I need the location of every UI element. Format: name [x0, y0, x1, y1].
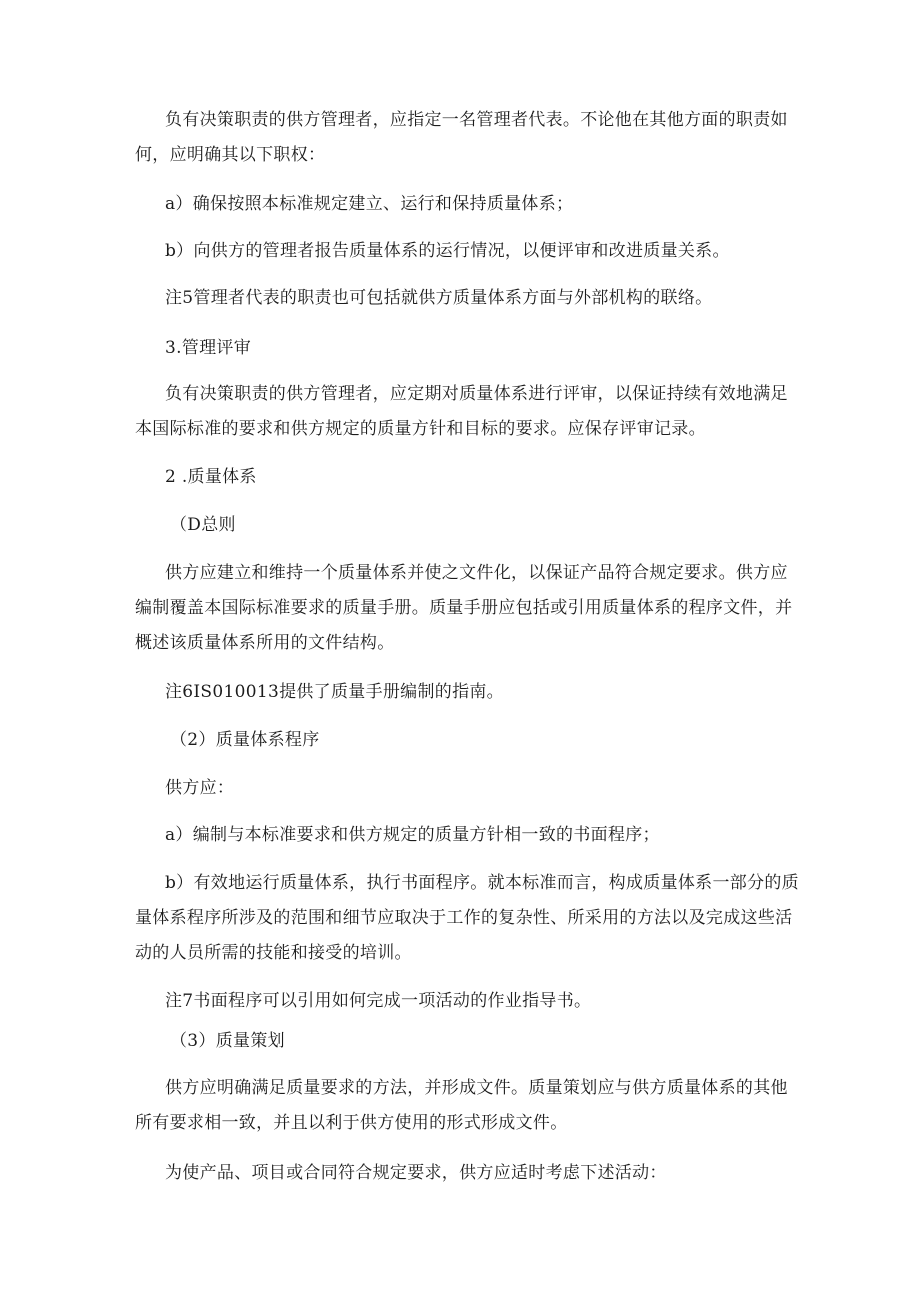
text-line: 负有决策职责的供方管理者，应定期对质量体系进行评审，以保证持续有效地满足 [165, 384, 788, 404]
subsection-heading-procedures: （2）质量体系程序 [170, 730, 320, 750]
paragraph-procedures-item-a: a）编制与本标准要求和供方规定的质量方针相一致的书面程序； [165, 825, 660, 845]
text-line: 供方应明确满足质量要求的方法，并形成文件。质量策划应与供方质量体系的其他 [165, 1078, 788, 1098]
paragraph-supplier-shall: 供方应： [165, 778, 235, 798]
note-7: 注7书面程序可以引用如何完成一项活动的作业指导书。 [165, 991, 592, 1011]
text-line: b）有效地运行质量体系，执行书面程序。就本标准而言，构成质量体系一部分的质 [165, 873, 799, 893]
section-heading-management-review: 3.管理评审 [165, 338, 252, 358]
subsection-heading-general: （D总则 [170, 515, 236, 535]
note-6: 注6IS010013提供了质量手册编制的指南。 [165, 682, 504, 702]
text-line: 供方应建立和维持一个质量体系并使之文件化，以保证产品符合规定要求。供方应 [165, 563, 788, 583]
paragraph-general [135, 562, 793, 667]
paragraph-management-representative [135, 109, 788, 179]
paragraph-quality-planning [135, 1077, 788, 1147]
text-line: 何，应明确其以下职权： [135, 145, 326, 165]
text-line: 所有要求相一致，并且以利于供方使用的形式形成文件。 [135, 1113, 568, 1133]
paragraph-management-review [135, 383, 788, 453]
text-line: 编制覆盖本国际标准要求的质量手册。质量手册应包括或引用质量体系的程序文件，并 [135, 598, 793, 618]
subsection-heading-quality-planning: （3）质量策划 [170, 1031, 285, 1051]
text-line: 概述该质量体系所用的文件结构。 [135, 633, 395, 653]
paragraph-item-a: a）确保按照本标准规定建立、运行和保持质量体系； [165, 194, 574, 214]
paragraph-item-b: b）向供方的管理者报告质量体系的运行情况，以便评审和改进质量关系。 [165, 241, 730, 261]
paragraph-activities-intro: 为使产品、项目或合同符合规定要求，供方应适时考虑下述活动： [165, 1163, 667, 1183]
paragraph-procedures-item-b [135, 872, 799, 977]
section-heading-quality-system: 2 .质量体系 [165, 467, 257, 487]
text-line: 负有决策职责的供方管理者，应指定一名管理者代表。不论他在其他方面的职责如 [165, 110, 788, 130]
note-5: 注5管理者代表的职责也可包括就供方质量体系方面与外部机构的联络。 [165, 288, 713, 308]
text-line: 本国际标准的要求和供方规定的质量方针和目标的要求。应保存评审记录。 [135, 419, 706, 439]
text-line: 量体系程序所涉及的范围和细节应取决于工作的复杂性、所采用的方法以及完成这些活 [135, 908, 793, 928]
text-line: 动的人员所需的技能和接受的培训。 [135, 943, 412, 963]
